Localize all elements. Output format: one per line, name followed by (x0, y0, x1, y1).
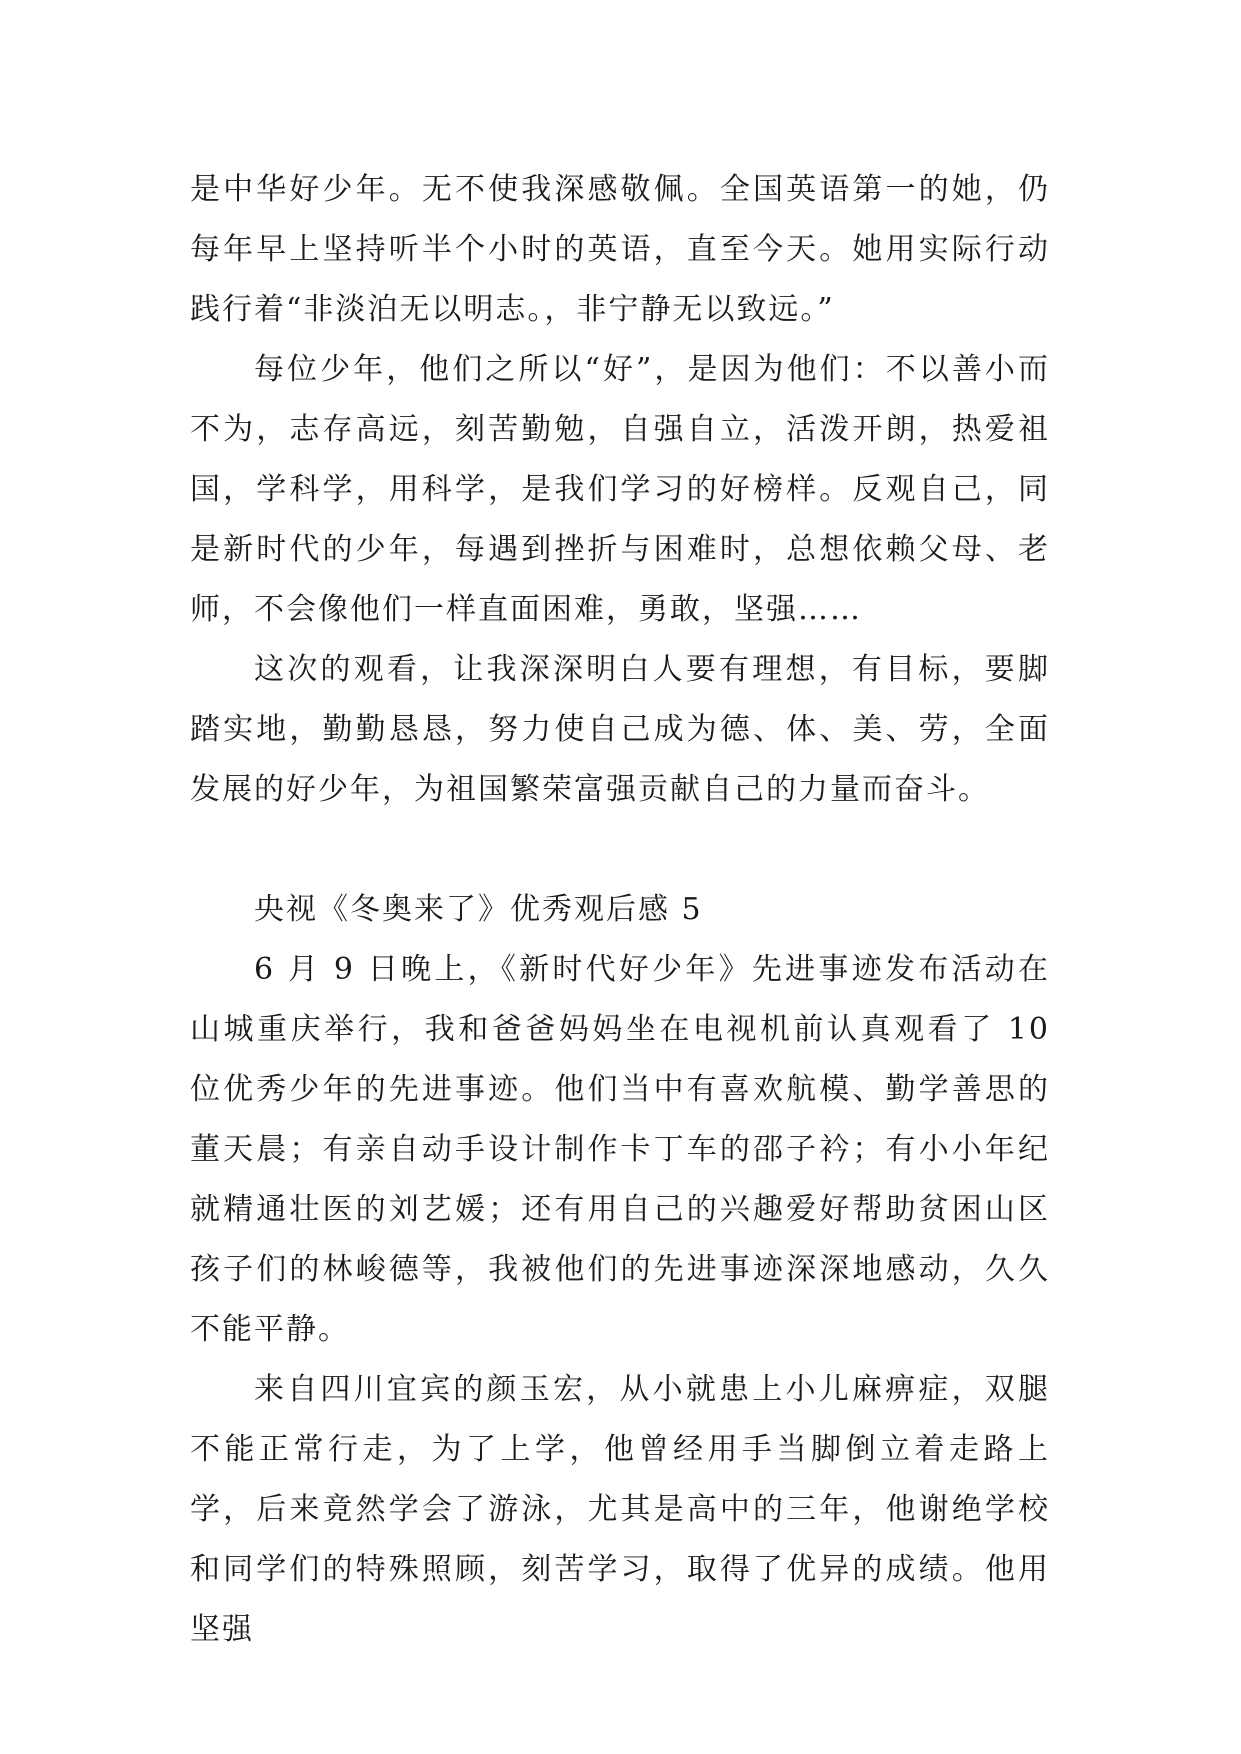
paragraph-5: 来自四川宜宾的颜玉宏，从小就患上小儿麻痹症，双腿不能正常行走，为了上学，他曾经用手当脚倒立着走路上学，后来竟然学会了游泳，尤其是高中的三年，他谢绝学校和同学们的特殊照顾，刻苦学习，取得了优异的成绩。他用坚强 (190, 1372, 1050, 1647)
paragraph-2: 每位少年，他们之所以“好”，是因为他们：不以善小而不为，志存高远，刻苦勤勉，自强自立，活泼开朗，热爱祖国，学科学，用科学，是我们学习的好榜样。反观自己，同是新时代的少年，每遇到挫折与困难时，总想依赖父母、老师，不会像他们一样直面困难，勇敢，坚强…… (190, 352, 1050, 627)
section-title: 央视《冬奥来了》优秀观后感 5 (254, 892, 703, 927)
document-body (190, 160, 1050, 1660)
paragraph-1: 是中华好少年。无不使我深感敬佩。全国英语第一的她，仍每年早上坚持听半个小时的英语，直至今天。她用实际行动践行着“非淡泊无以明志。，非宁静无以致远。” (190, 172, 1050, 327)
paragraph-3: 这次的观看，让我深深明白人要有理想，有目标，要脚踏实地，勤勤恳恳，努力使自己成为德、体、美、劳，全面发展的好少年，为祖国繁荣富强贡献自己的力量而奋斗。 (190, 652, 1050, 807)
paragraph-4: 6 月 9 日晚上，《新时代好少年》先进事迹发布活动在山城重庆举行，我和爸爸妈妈坐在电视机前认真观看了 10 位优秀少年的先进事迹。他们当中有喜欢航模、勤学善思的董天晨；有亲自动手设计制作卡丁车的邵子衿；有小小年纪就精通壮医的刘艺媛；还有用自己的兴趣爱好帮助贫困山区孩子们的林峻德等，我被他们的先进事迹深深地感动，久久不能平静。 (190, 952, 1050, 1347)
